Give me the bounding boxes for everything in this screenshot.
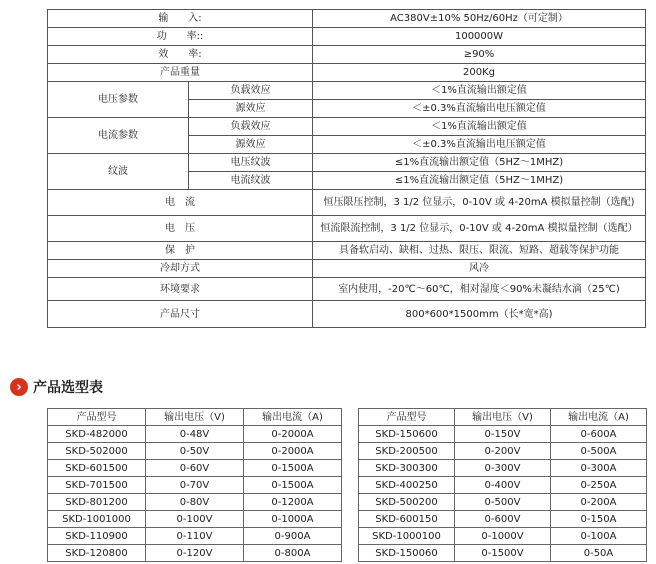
spec-value: ＜1%直流输出额定值: [313, 82, 646, 100]
spec-value: 具备软启动、缺相、过热、限压、限流、短路、超载等保护功能: [313, 242, 646, 260]
model-cell: SKD-482000: [48, 426, 146, 443]
current-cell: 0-150A: [551, 511, 647, 528]
spec-table: [47, 9, 646, 328]
spec-value: ≤1%直流输出额定值（5HZ～1MHZ): [313, 172, 646, 190]
spec-sublabel: 源效应: [189, 100, 313, 118]
voltage-cell: 0-200V: [455, 443, 551, 460]
spec-row-weight: [48, 64, 646, 82]
model-cell: SKD-150060: [359, 545, 455, 562]
spec-sublabel: 电压纹波: [189, 154, 313, 172]
column-header: 产品型号: [359, 409, 455, 426]
model-cell: SKD-701500: [48, 477, 146, 494]
model-row: [359, 494, 647, 511]
spec-value: ＜±0.3%直流输出电压额定值: [313, 136, 646, 154]
current-cell: 0-1500A: [244, 460, 342, 477]
spec-row-current: [48, 190, 646, 216]
voltage-cell: 0-600V: [455, 511, 551, 528]
current-cell: 0-2000A: [244, 443, 342, 460]
spec-group-label: 纹波: [48, 154, 189, 190]
model-cell: SKD-601500: [48, 460, 146, 477]
model-cell: SKD-300300: [359, 460, 455, 477]
voltage-cell: 0-70V: [146, 477, 244, 494]
spec-value: 200Kg: [313, 64, 646, 82]
spec-label: 电 压: [48, 216, 313, 242]
spec-value: AC380V±10% 50Hz/60Hz（可定制）: [313, 10, 646, 28]
spec-row-current-load: [48, 118, 646, 136]
voltage-cell: 0-60V: [146, 460, 244, 477]
model-cell: SKD-150600: [359, 426, 455, 443]
spec-label: 环境要求: [48, 278, 313, 301]
current-cell: 0-600A: [551, 426, 647, 443]
spec-sublabel: 电流纹波: [189, 172, 313, 190]
voltage-cell: 0-300V: [455, 460, 551, 477]
current-cell: 0-900A: [244, 528, 342, 545]
model-row: [359, 426, 647, 443]
spec-value: 800*600*1500mm（长*宽*高): [313, 301, 646, 328]
model-cell: SKD-801200: [48, 494, 146, 511]
model-cell: SKD-200500: [359, 443, 455, 460]
model-cell: SKD-1000100: [359, 528, 455, 545]
voltage-cell: 0-120V: [146, 545, 244, 562]
voltage-cell: 0-400V: [455, 477, 551, 494]
spec-row-size: [48, 301, 646, 328]
column-header: 输出电压（V): [146, 409, 244, 426]
model-cell: SKD-400250: [359, 477, 455, 494]
spec-value: 风冷: [313, 260, 646, 278]
spec-group-label: 电流参数: [48, 118, 189, 154]
spec-label: 功 率::: [48, 28, 313, 46]
model-row: [359, 460, 647, 477]
model-row: [48, 443, 342, 460]
current-cell: 0-300A: [551, 460, 647, 477]
column-header: 输出电流（A): [244, 409, 342, 426]
spec-value: 恒流限流控制，3 1/2 位显示，0-10V 或 4-20mA 模拟量控制（选配）: [313, 216, 646, 242]
voltage-cell: 0-50V: [146, 443, 244, 460]
spec-row-input: [48, 10, 646, 28]
current-cell: 0-2000A: [244, 426, 342, 443]
spec-row-voltage-load: [48, 82, 646, 100]
voltage-cell: 0-110V: [146, 528, 244, 545]
model-row: [48, 460, 342, 477]
model-cell: SKD-500200: [359, 494, 455, 511]
model-row: [48, 511, 342, 528]
current-cell: 0-500A: [551, 443, 647, 460]
spec-value: ＜1%直流输出额定值: [313, 118, 646, 136]
spec-row-efficiency: [48, 46, 646, 64]
voltage-cell: 0-150V: [455, 426, 551, 443]
voltage-cell: 0-500V: [455, 494, 551, 511]
selection-title: 产品选型表: [33, 380, 103, 396]
model-cell: SKD-600150: [359, 511, 455, 528]
voltage-cell: 0-80V: [146, 494, 244, 511]
selection-heading: [10, 377, 103, 397]
spec-row-protection: [48, 242, 646, 260]
voltage-cell: 0-1000V: [455, 528, 551, 545]
model-row: [48, 494, 342, 511]
current-cell: 0-1200A: [244, 494, 342, 511]
current-cell: 0-1500A: [244, 477, 342, 494]
spec-row-environment: [48, 278, 646, 301]
model-row: [359, 477, 647, 494]
model-row: [48, 528, 342, 545]
voltage-cell: 0-1500V: [455, 545, 551, 562]
model-row: [48, 426, 342, 443]
current-cell: 0-100A: [551, 528, 647, 545]
spec-row-ripple-voltage: [48, 154, 646, 172]
current-cell: 0-200A: [551, 494, 647, 511]
current-cell: 0-50A: [551, 545, 647, 562]
spec-label: 效 率:: [48, 46, 313, 64]
spec-label: 产品尺寸: [48, 301, 313, 328]
spec-value: ≥90%: [313, 46, 646, 64]
chevron-right-icon: ›: [10, 378, 28, 396]
model-cell: SKD-502000: [48, 443, 146, 460]
model-table-left: [47, 408, 342, 562]
spec-sublabel: 负载效应: [189, 118, 313, 136]
voltage-cell: 0-48V: [146, 426, 244, 443]
spec-row-voltage: [48, 216, 646, 242]
spec-label: 保 护: [48, 242, 313, 260]
model-row: [48, 545, 342, 562]
spec-sublabel: 负载效应: [189, 82, 313, 100]
current-cell: 0-800A: [244, 545, 342, 562]
spec-value: ≤1%直流输出额定值（5HZ～1MHZ): [313, 154, 646, 172]
model-cell: SKD-1001000: [48, 511, 146, 528]
model-table-right: [358, 408, 647, 562]
spec-value: 100000W: [313, 28, 646, 46]
current-cell: 0-250A: [551, 477, 647, 494]
column-header: 输出电压（V): [455, 409, 551, 426]
model-row: [359, 443, 647, 460]
spec-group-label: 电压参数: [48, 82, 189, 118]
column-header: 输出电流（A): [551, 409, 647, 426]
model-row: [48, 477, 342, 494]
model-table-header: [48, 409, 342, 426]
spec-label: 输 入:: [48, 10, 313, 28]
model-cell: SKD-120800: [48, 545, 146, 562]
model-row: [359, 545, 647, 562]
spec-value: 室内使用，-20℃～60℃，相对湿度＜90%未凝结水滴（25℃): [313, 278, 646, 301]
spec-value: 恒压限压控制，3 1/2 位显示，0-10V 或 4-20mA 模拟量控制（选配): [313, 190, 646, 216]
voltage-cell: 0-100V: [146, 511, 244, 528]
current-cell: 0-1000A: [244, 511, 342, 528]
spec-row-power: [48, 28, 646, 46]
spec-value: ＜±0.3%直流输出电压额定值: [313, 100, 646, 118]
model-row: [359, 528, 647, 545]
column-header: 产品型号: [48, 409, 146, 426]
model-cell: SKD-110900: [48, 528, 146, 545]
spec-row-cooling: [48, 260, 646, 278]
model-row: [359, 511, 647, 528]
model-table-header: [359, 409, 647, 426]
spec-sublabel: 源效应: [189, 136, 313, 154]
spec-label: 冷却方式: [48, 260, 313, 278]
spec-label: 产品重量: [48, 64, 313, 82]
spec-label: 电 流: [48, 190, 313, 216]
